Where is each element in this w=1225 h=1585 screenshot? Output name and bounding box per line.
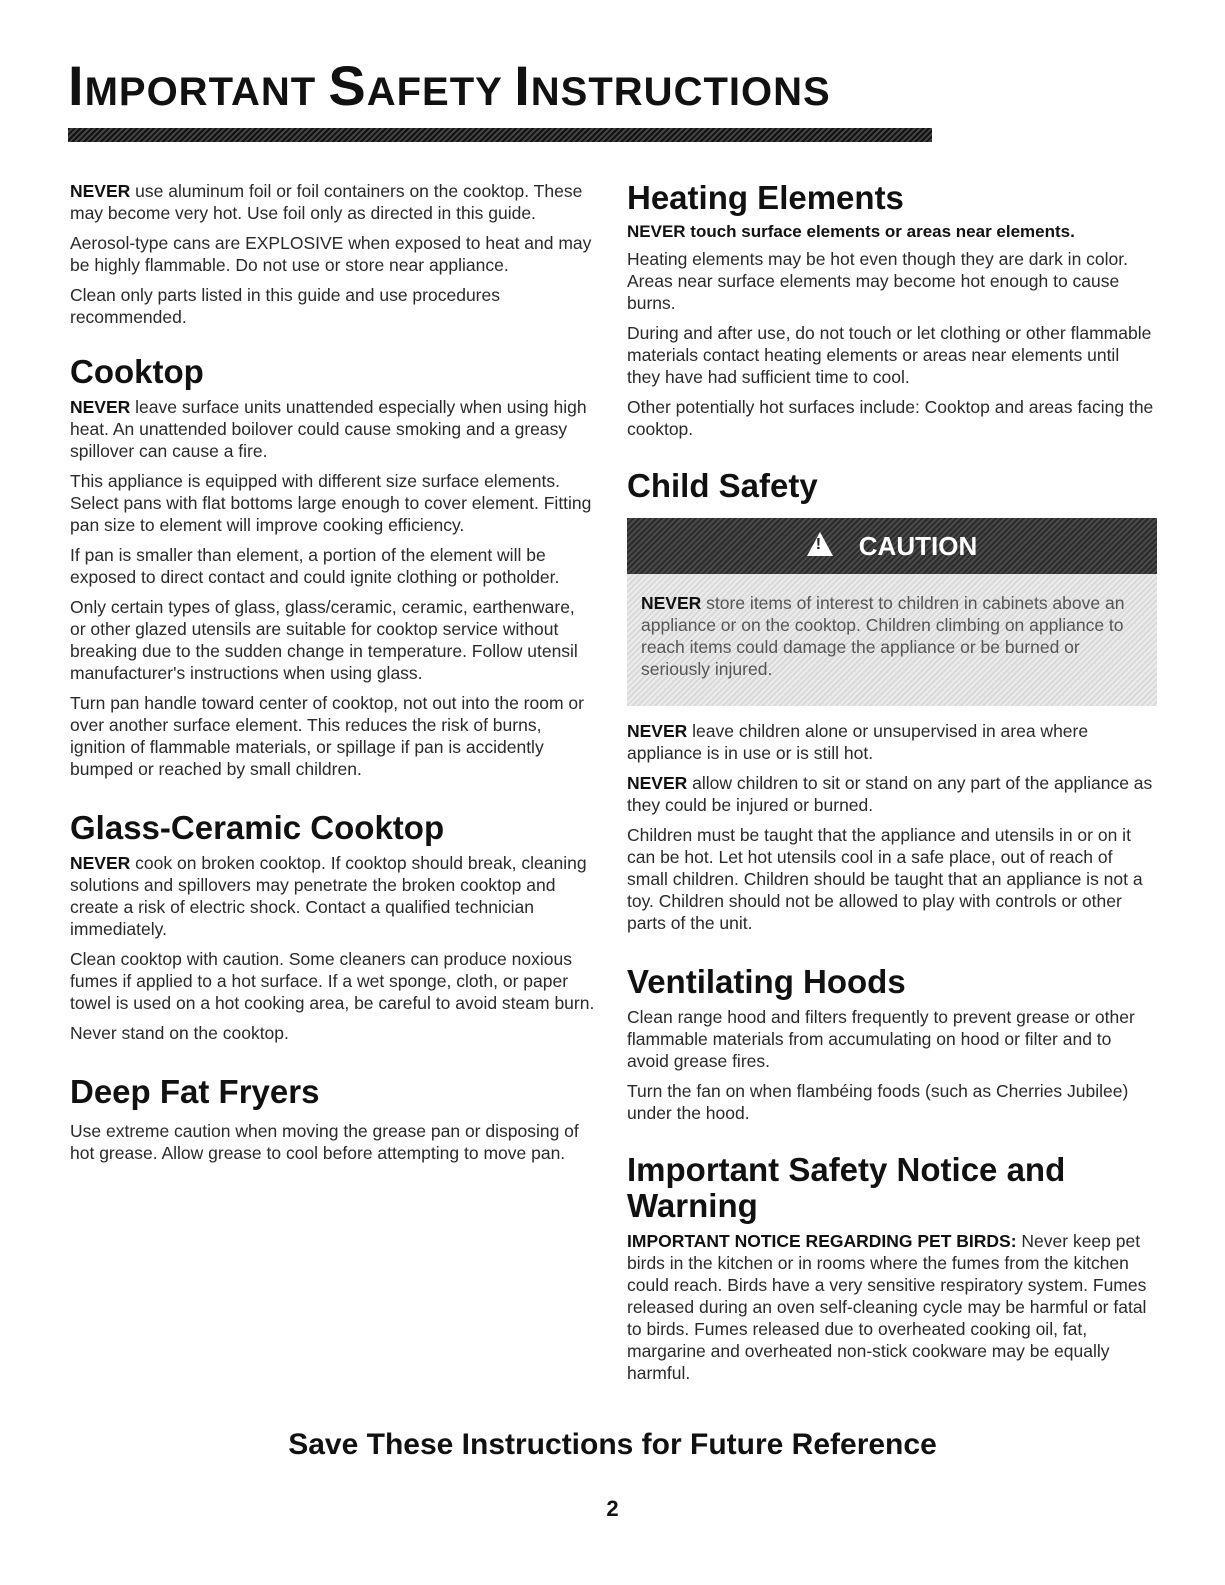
left-column bbox=[70, 180, 595, 1172]
deep-fat-section bbox=[70, 1074, 595, 1164]
child-safety-section bbox=[627, 468, 1157, 934]
section-heading: Ventilating Hoods bbox=[627, 963, 906, 1000]
right-column bbox=[627, 180, 1157, 1392]
caution-header bbox=[627, 518, 1157, 574]
ventilating-paragraph: Turn the fan on when flambéing foods (such as Cherries Jubilee) under the hood. bbox=[627, 1081, 1129, 1123]
caution-body bbox=[627, 574, 1157, 706]
section-heading: Glass-Ceramic Cooktop bbox=[70, 809, 445, 846]
caution-text: NEVER store items of interest to children in cabinets above an appliance or on the cooktop. Children climbing on appliance to reach items could damage the appliance or be burned or seriously injured. bbox=[641, 593, 1125, 679]
child-paragraph: Children must be taught that the appliance and utensils in or on it can be hot. Let hot utensils cool in a safe place, out of reach of small children. Children should be taught that an appliance is not a toy. Children should not be allowed to play with controls or other parts of the unit. bbox=[627, 825, 1143, 933]
glass-ceramic-paragraph: Clean cooktop with caution. Some cleaners can produce noxious fumes if applied to a hot surface. If a wet sponge, cloth, or paper towel is used on a hot cooking area, be careful to avoid steam burn. bbox=[70, 949, 595, 1013]
child-paragraph: NEVER leave children alone or unsupervised in area where appliance is in use or is still hot. bbox=[627, 721, 1089, 763]
caution-label: CAUTION bbox=[858, 530, 978, 561]
intro-paragraph: Aerosol-type cans are EXPLOSIVE when exposed to heat and may be highly flammable. Do not use or store near appliance. bbox=[70, 233, 592, 275]
warning-triangle-icon bbox=[807, 532, 833, 556]
section-heading: Deep Fat Fryers bbox=[70, 1073, 320, 1110]
intro-section bbox=[70, 180, 595, 328]
section-heading: Heating Elements bbox=[627, 179, 904, 216]
glass-ceramic-section bbox=[70, 810, 595, 1044]
cooktop-paragraph: Turn pan handle toward center of cooktop, not out into the room or over another surface element. This reduces the risk of burns, ignition of flammable materials, or spillage if pan is accidently bumped or reached by small children. bbox=[70, 693, 584, 779]
intro-paragraph: NEVER use aluminum foil or foil containers on the cooktop. These may become very hot. Use foil only as directed in this guide. bbox=[70, 181, 583, 223]
ventilating-paragraph: Clean range hood and filters frequently to prevent grease or other flammable materials from accumulating on hood or filter and to avoid grease fires. bbox=[627, 1007, 1135, 1071]
glass-ceramic-paragraph: NEVER cook on broken cooktop. If cooktop should break, cleaning solutions and spillovers may penetrate the broken cooktop and create a risk of electric shock. Contact a qualified technician immediately. bbox=[70, 853, 587, 939]
heating-section bbox=[627, 180, 1157, 440]
title-rule bbox=[68, 128, 932, 142]
deep-fat-paragraph: Use extreme caution when moving the grease pan or disposing of hot grease. Allow grease to cool before attempting to move pan. bbox=[70, 1121, 579, 1163]
caution-box bbox=[627, 518, 1157, 706]
page-number: 2 bbox=[606, 1496, 619, 1521]
heating-paragraph: During and after use, do not touch or let clothing or other flammable materials contact heating elements or areas near elements until they have had sufficient time to cool. bbox=[627, 323, 1152, 387]
heating-paragraph: Other potentially hot surfaces include: Cooktop and areas facing the cooktop. bbox=[627, 397, 1154, 439]
heating-subhead: NEVER touch surface elements or areas near elements. bbox=[627, 222, 1075, 241]
cooktop-paragraph: Only certain types of glass, glass/ceramic, ceramic, earthenware, or other glazed utensils are suitable for cooktop service without breaking due to the sudden change in temperature. Follow utensil manufacturer's instructions when using glass. bbox=[70, 597, 578, 683]
notice-section bbox=[627, 1152, 1157, 1384]
cooktop-paragraph: This appliance is equipped with different size surface elements. Select pans with flat bottoms large enough to cover element. Fitting pan size to element will improve cooking efficiency. bbox=[70, 471, 592, 535]
save-instructions-note: Save These Instructions for Future Reference bbox=[288, 1428, 937, 1461]
intro-paragraph: Clean only parts listed in this guide and use procedures recommended. bbox=[70, 285, 500, 327]
section-heading: Important Safety Notice and Warning bbox=[627, 1151, 1066, 1224]
page-title: IMPORTANT SAFETY INSTRUCTIONS bbox=[68, 54, 831, 117]
ventilating-section bbox=[627, 964, 1157, 1124]
heating-paragraph: Heating elements may be hot even though they are dark in color. Areas near surface elements may become hot enough to cause burns. bbox=[627, 249, 1128, 313]
glass-ceramic-paragraph: Never stand on the cooktop. bbox=[70, 1023, 289, 1043]
section-heading: Child Safety bbox=[627, 467, 818, 504]
cooktop-section bbox=[70, 354, 595, 780]
child-paragraph: NEVER allow children to sit or stand on any part of the appliance as they could be injured or burned. bbox=[627, 773, 1153, 815]
cooktop-paragraph: If pan is smaller than element, a portion of the element will be exposed to direct contact and could ignite clothing or potholder. bbox=[70, 545, 560, 587]
section-heading: Cooktop bbox=[70, 353, 204, 390]
notice-paragraph: IMPORTANT NOTICE REGARDING PET BIRDS: Never keep pet birds in the kitchen or in rooms where the fumes from the kitchen could reach. Birds have a very sensitive respiratory system. Fumes released during an oven self-cleaning cycle may be harmful or fatal to birds. Fumes released due to overheated cooking oil, fat, margarine and overheated non-stick cookware may be equally harmful. bbox=[627, 1231, 1147, 1383]
cooktop-paragraph: NEVER leave surface units unattended especially when using high heat. An unattended boilover could cause smoking and a greasy spillover can cause a fire. bbox=[70, 397, 587, 461]
